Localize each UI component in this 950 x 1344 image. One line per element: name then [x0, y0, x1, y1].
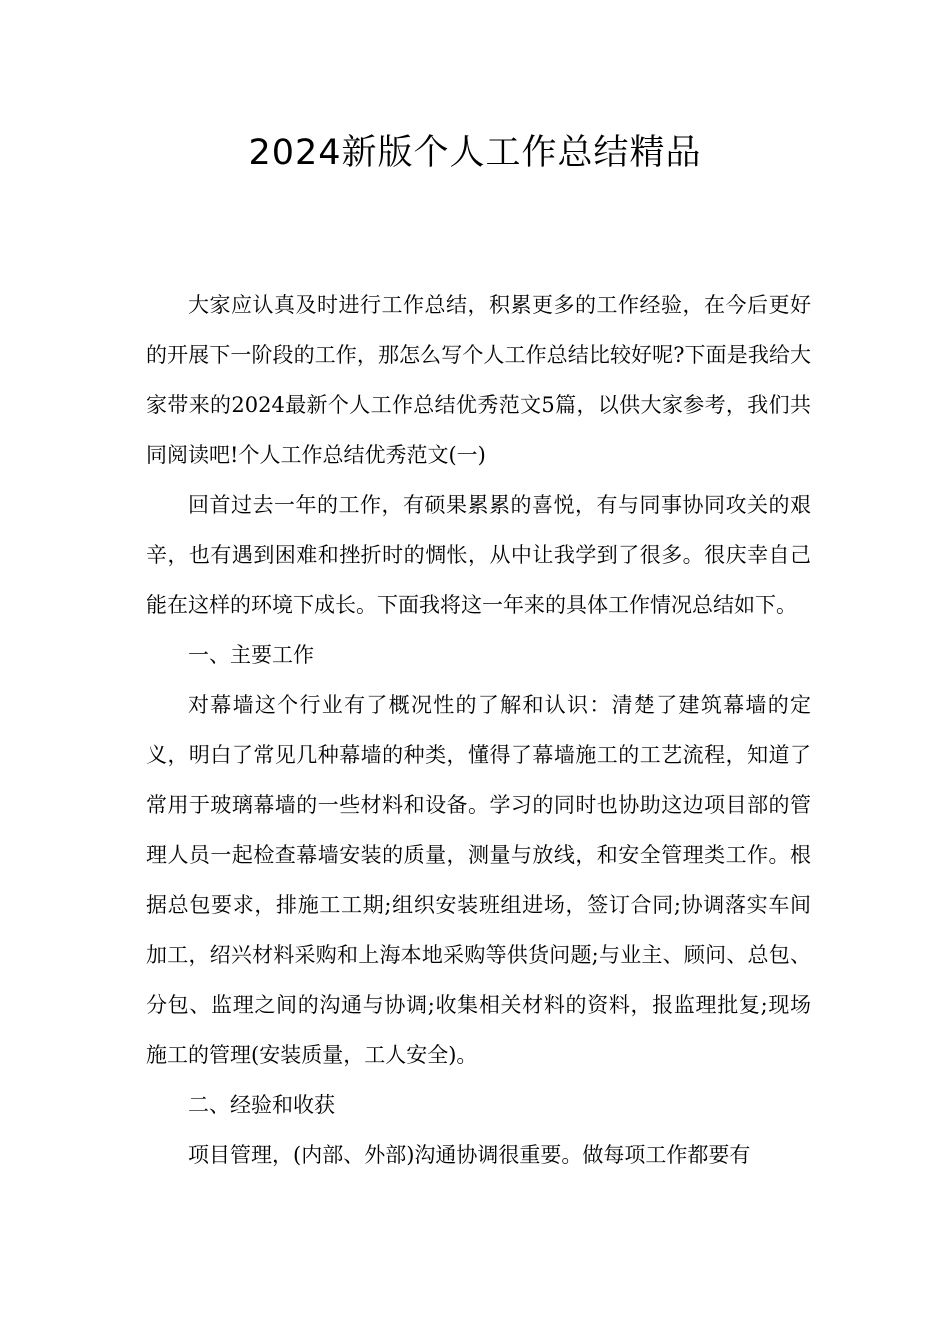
section-heading-experience: 二、经验和收获	[188, 1093, 335, 1117]
review-paragraph: 回首过去一年的工作，有硕果累累的喜悦，有与同事协同攻关的艰辛，也有遇到困难和挫折时的惆怅，从中让我学到了很多。很庆幸自己能在这样的环境下成长。下面我将这一年来的具体工作情况总结如下。	[146, 493, 811, 617]
document-body	[146, 280, 811, 1180]
main-work-paragraph: 对幕墙这个行业有了概况性的了解和认识：清楚了建筑幕墙的定义，明白了常见几种幕墙的种类，懂得了幕墙施工的工艺流程，知道了常用于玻璃幕墙的一些材料和设备。学习的同时也协助这边项目部的管理人员一起检查幕墙安装的质量，测量与放线，和安全管理类工作。根据总包要求，排施工工期;组织安装班组进场，签订合同;协调落实车间加工，绍兴材料采购和上海本地采购等供货问题;与业主、顾问、总包、分包、监理之间的沟通与协调;收集相关材料的资料，报监理批复;现场施工的管理(安装质量，工人安全)。	[146, 693, 811, 1067]
experience-paragraph: 项目管理，(内部、外部)沟通协调很重要。做每项工作都要有	[188, 1143, 751, 1167]
intro-paragraph: 大家应认真及时进行工作总结，积累更多的工作经验，在今后更好的开展下一阶段的工作，那怎么写个人工作总结比较好呢?下面是我给大家带来的2024最新个人工作总结优秀范文5篇，以供大家参考，我们共同阅读吧!个人工作总结优秀范文(一)	[146, 293, 811, 467]
document-title: 2024新版个人工作总结精品	[248, 133, 702, 173]
section-heading-main-work: 一、主要工作	[188, 643, 314, 667]
